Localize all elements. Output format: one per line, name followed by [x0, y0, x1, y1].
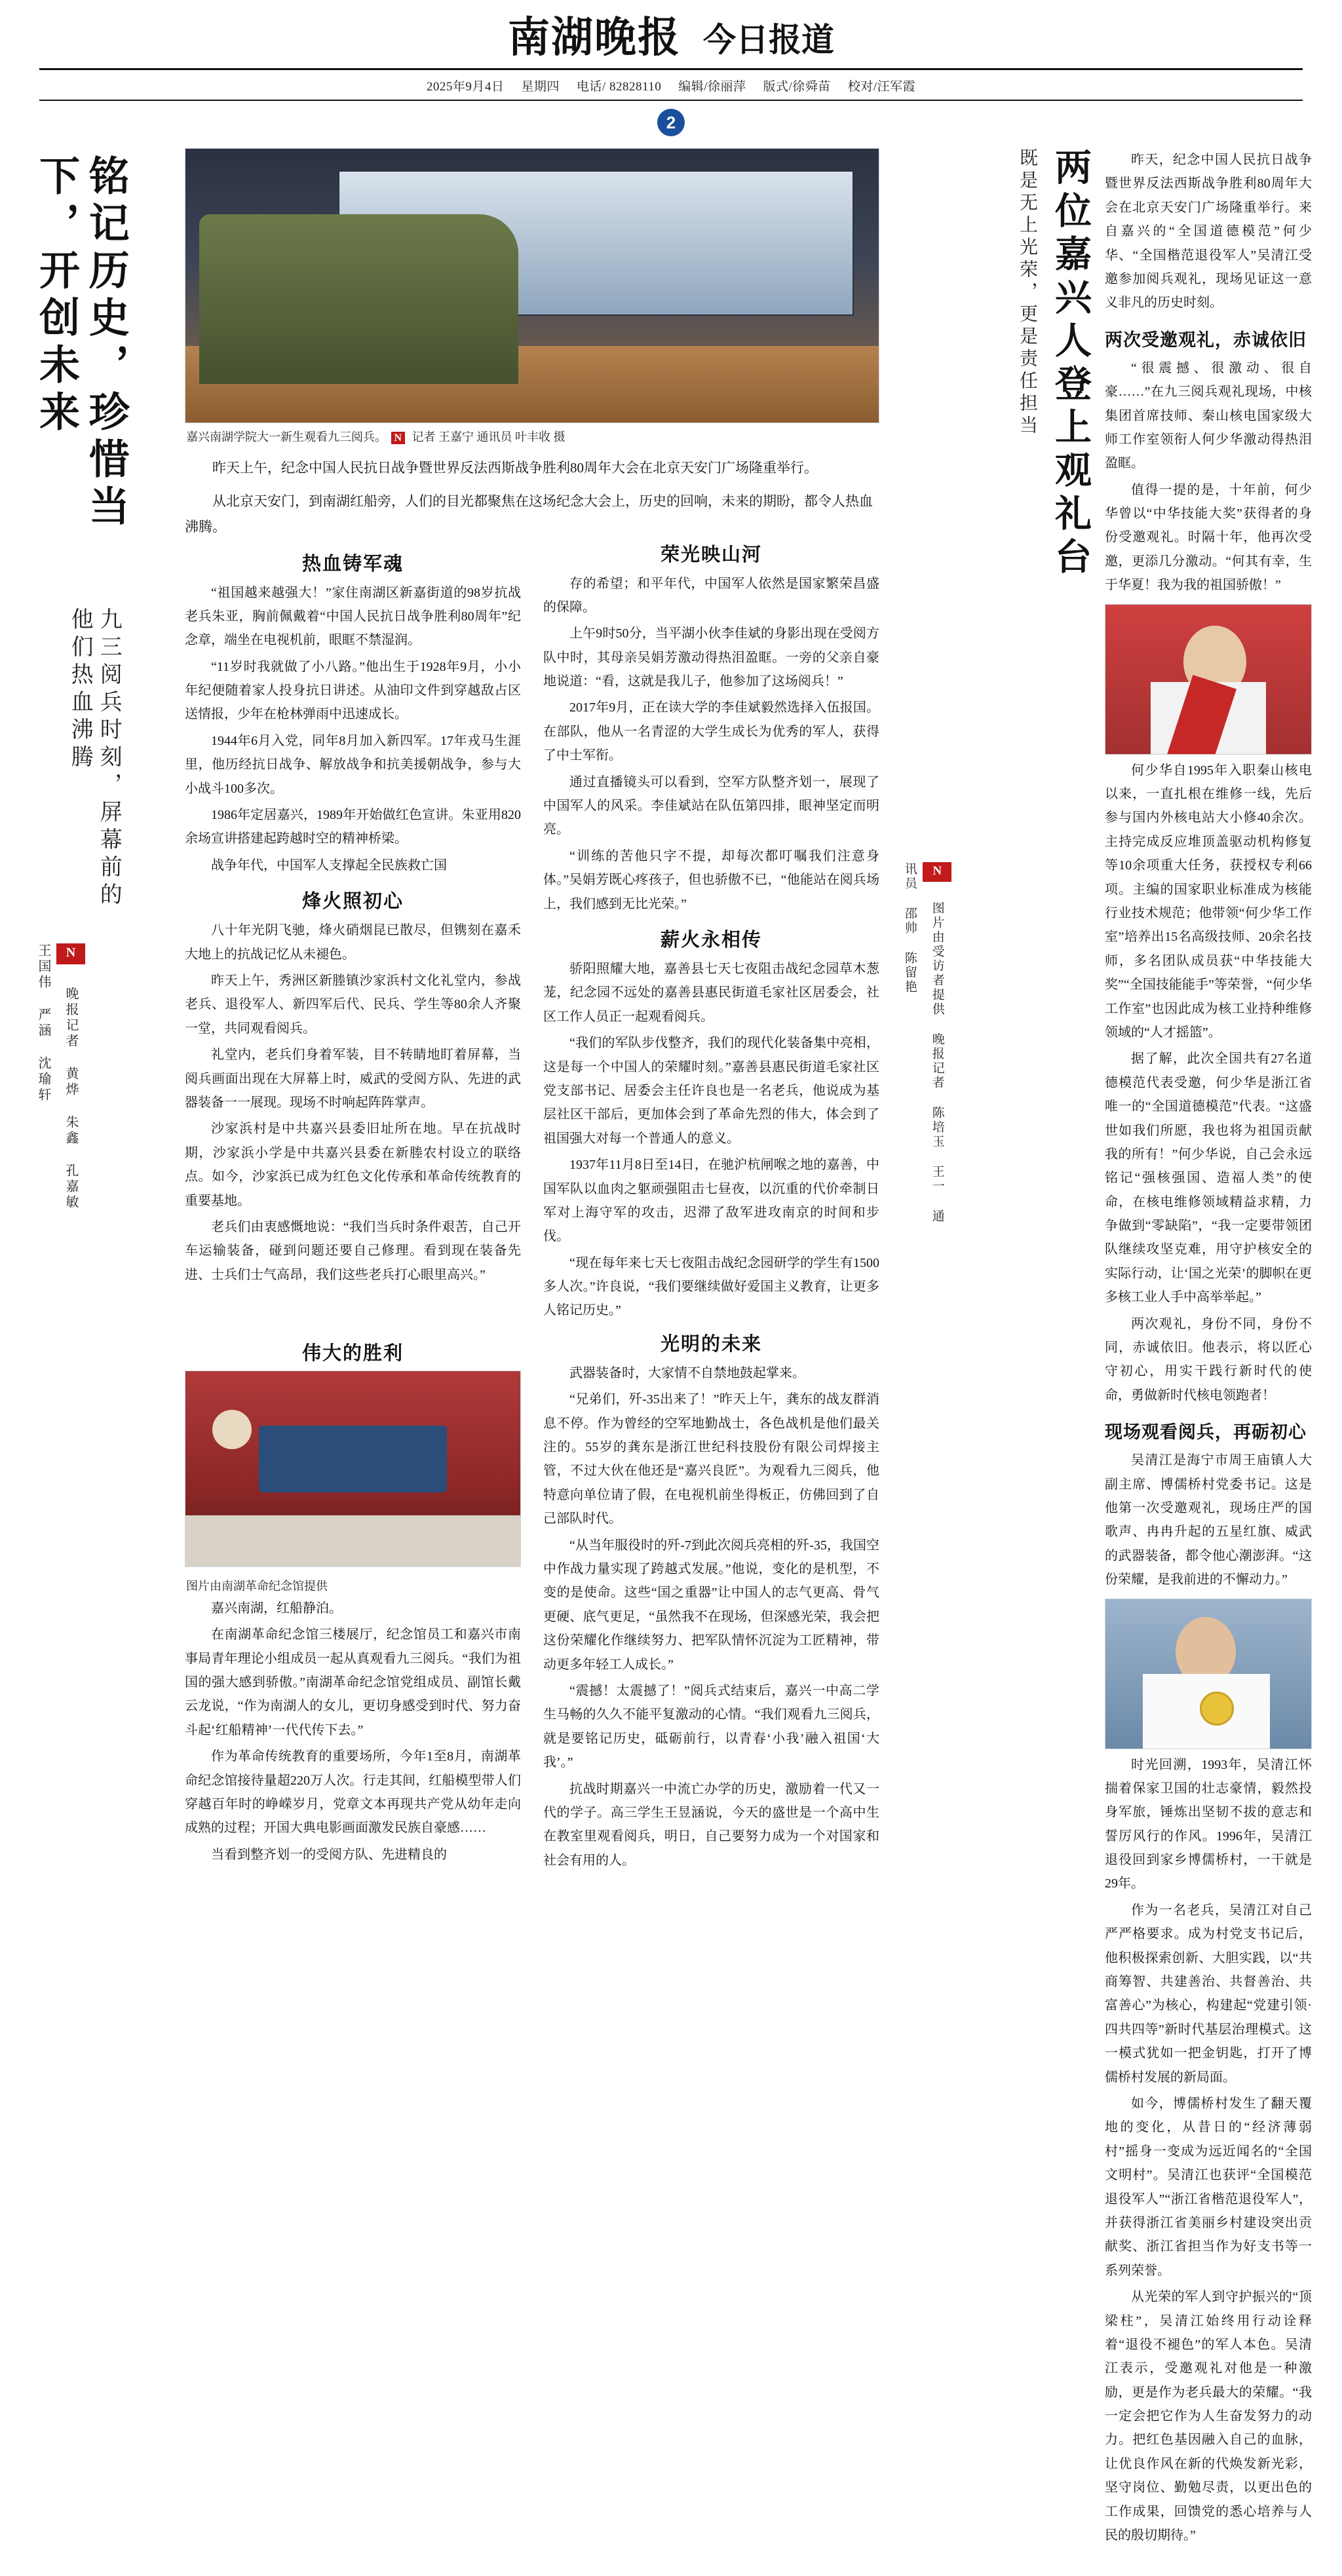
- s5-p1: “兄弟们，歼-35出来了！”昨天上午，龚东的战友群消息不停。作为曾经的空军地勤战士，各色战机是他们最关注的。55岁的龚东是浙江世纪科技股份有限公司焊接主管，不过大伙在他还是“嘉兴良匠”。为观看九三阅兵，他特意向单位请了假，在电视机前坐得板正，仿佛回到了自己部队时代。: [543, 1392, 879, 1526]
- s3-p3: 通过直播镜头可以看到，空军方队整齐划一，展现了中国军人的风采。李佳斌站在队伍第四排，眼神坚定而明亮。: [543, 774, 879, 837]
- s3-p2: 2017年9月，正在读大学的李佳斌毅然选择入伍报国。在部队，他从一名青涩的大学生成长为优秀的军人，获得了中士军衔。: [543, 700, 879, 763]
- s3-p4: “训练的苦他只字不提，却每次都叮嘱我们注意身体。”吴娟芳既心疼孩子，但也骄傲不已，“他能站在阅兵场上，我们感到无比光荣。”: [543, 848, 879, 911]
- students-watching-parade-photo: [185, 148, 879, 423]
- right-photo-credit: 图片由受访者提供: [930, 901, 944, 1017]
- r0-p3: 据了解，此次全国共有27名道德模范代表受邀，何少华是浙江省唯一的“全国道德模范”代表。“这盛世如我们所愿，我也将为祖国贡献我的所有！”何少华说，自己会永远铭记“强核强国、造福人类”的使命，在核电维修领域精益求精，力争做到“零缺陷”，“我一定要带领团队继续攻坚克难，用守护核安全的实际行动，让‘国之光荣’的脚帜在更多核工业人手中高举举起。”: [1105, 1051, 1312, 1305]
- right-byline: [896, 862, 951, 1229]
- right-body: [1105, 148, 1312, 2550]
- section-title-3: 荣光映山河: [660, 544, 762, 565]
- red-boat-model: [259, 1426, 446, 1492]
- paper-name: 南湖晚报: [508, 14, 681, 61]
- r0-p0: “很震撼、很激动、很自豪……”在九三阅兵观礼现场，中核集团首席技师、秦山核电国家级大师工作室领衔人何少华激动得热泪盈眶。: [1105, 360, 1312, 471]
- r0-p2: 何少华自1995年入职秦山核电以来，一直扎根在维修一线，先后参与国内外核电站大小修40余次。主持完成反应堆顶盖驱动机构修复等10余项重大任务，获授权专利66项。主编的国家职业标准成为核能行业技术规范；他带领“何少华工作室”培养出15名高级技师、20余名技师，多名团队成员获“中华技能大奖”“全国技能能手”等荣誉，“何少华工作室”也因此成为核工业持种维修领域的“人才摇篮”。: [1105, 763, 1312, 1040]
- left-headline: 铭记历史，珍惜当下，开创未来: [33, 155, 128, 532]
- s2-p1: 在南湖革命纪念馆三楼展厅，纪念馆员工和嘉兴市南事局青年理论小组成员一起从真观看九三阅兵。“我们为祖国的强大感到骄傲。”南湖革命纪念馆党组成员、副馆长戴云龙说，“作为南湖人的女儿，更切身感受到时代、努力奋斗起‘红船精神’一代代传下去。”: [185, 1627, 521, 1737]
- phone-text: 电话/ 82828110: [576, 80, 662, 94]
- s4-p2: 1937年11月8日至14日，在驰沪杭闸喉之地的嘉善，中国军队以血肉之躯顽强阻击七昼夜，以沉重的代价牵制日军对上海守军的攻击，迟滞了敌军进攻南京的时间和步伐。: [543, 1158, 879, 1244]
- section-title-2: 伟大的胜利: [301, 1342, 404, 1364]
- r0-p1: 值得一提的是，十年前，何少华曾以“中华技能大奖”获得者的身份受邀观礼。时隔十年，他再次受邀，更添几分激动。“何其有幸，生于华夏！我为我的祖国骄傲！”: [1105, 482, 1312, 593]
- s0-p4: 战争年代，中国军人支撑起全民族救亡国: [211, 858, 447, 873]
- right-article-column: [896, 148, 1312, 2550]
- left-kicker: 九三阅兵时刻，屏幕前的他们热血沸腾: [67, 607, 121, 910]
- s1-p1: 昨天上午，秀洲区新塍镇沙家浜村文化礼堂内，参战老兵、退役军人、新四军后代、民兵、学生等80余人齐聚一堂，共同观看阅兵。: [185, 974, 521, 1036]
- main-body-lower: [185, 1329, 879, 1876]
- dateline: [0, 70, 1342, 100]
- main-lede-1: 昨天上午，纪念中国人民抗日战争暨世界反法西斯战争胜利80周年大会在北京天安门广场隆重举行。: [212, 460, 818, 476]
- students-row: [199, 214, 518, 384]
- masthead: [0, 0, 1342, 136]
- credit-text: 记者 王嘉宁 通讯员 叶丰收 摄: [412, 430, 566, 444]
- s2-p3: 当看到整齐划一的受阅方队、先进精良的: [211, 1847, 447, 1862]
- right-lede: 昨天，纪念中国人民抗日战争暨世界反法西斯战争胜利80周年大会在北京天安门广场隆重举行。来自嘉兴的“全国道德模范”何少华、“全国楷范退役军人”吴清江受邀参加阅兵观礼，现场见证这一意义非凡的历史时刻。: [1105, 153, 1312, 311]
- portrait-he-shaohua-photo: [1105, 604, 1312, 755]
- s4-p1: “我们的军队步伐整齐，我们的现代化装备集中亮相，这是每一个中国人的荣耀时刻。”嘉善县惠民街道毛家社区党支部书记、居委会主任许良也是一名老兵，他说成为基层社区干部后，更加体会到了革命先烈的伟大，体会到了祖国强大对每一个普通人的意义。: [543, 1036, 879, 1146]
- left-byline-text: 晚报记者 黄烨 朱鑫 孔嘉敏 王国伟 严涵 沈瑜轩: [36, 943, 78, 1211]
- left-headline-column: [30, 148, 168, 2550]
- section-title-4: 薪火永相传: [660, 930, 762, 951]
- section-title-5: 光明的未来: [660, 1333, 762, 1355]
- s5-p0: 武器装备时，大家情不自禁地鼓起掌来。: [569, 1365, 805, 1380]
- museum-visitors-photo: [185, 1371, 521, 1567]
- right-byline-tag: N: [923, 862, 951, 882]
- byline-tag: N: [56, 943, 85, 964]
- wu-medal: [1200, 1692, 1234, 1726]
- right-section-title-1: 现场观看阅兵，再砺初心: [1105, 1422, 1307, 1443]
- main-lede-2: 从北京天安门，到南湖红船旁，人们的目光都聚焦在这场纪念大会上，历史的回响，未来的期盼，都令人热血沸腾。: [185, 493, 873, 535]
- layout-text: 版式/徐舜苗: [763, 80, 831, 94]
- r1-p4: 从光荣的军人到守护振兴的“顶梁柱”，吴清江始终用行动诠释着“退役不褪色”的军人本色。吴清江表示，受邀观礼对他是一种激励，更是作为老兵最大的荣耀。“我一定会把它作为人生奋发努力的动力。把红色基因融入自己的血脉，让优良作风在新的代焕发新光彩，坚守岗位、勤勉尽责，以更出色的工作成果，回馈党的悉心培养与人民的殷切期待。”: [1105, 2290, 1312, 2543]
- s2-p0: 嘉兴南湖，红船静泊。: [211, 1601, 342, 1616]
- credit-tag: N: [391, 432, 406, 444]
- dateline-rule: [39, 100, 1303, 101]
- right-subhead: 既是无上光荣，更是责任担当: [1017, 148, 1037, 438]
- s0-p0: “祖国越来越强大！”家住南湖区新嘉街道的98岁抗战老兵朱亚，胸前佩戴着“中国人民抗日战争胜利80周年”纪念章，端坐在电视机前，眼眶不禁湿润。: [185, 585, 521, 648]
- s1-p4: 老兵们由衷感慨地说：“我们当兵时条件艰苦，自己开车运输装备，碰到问题还要自己修理。看到现在装备先进、士兵们士气高昂，我们这些老兵打心眼里高兴。”: [185, 1219, 521, 1282]
- s4-p0: 骄阳照耀大地，嘉善县七天七夜阻击战纪念园草木葱茏，纪念园不远处的嘉善县惠民街道毛家社区居委会，社区工作人员正一起观看阅兵。: [543, 962, 879, 1024]
- right-headline-block: [896, 148, 1093, 856]
- main-article-column: [185, 148, 879, 2550]
- right-section-title-0: 两次受邀观礼，赤诚依旧: [1105, 330, 1307, 350]
- r1-p1: 时光回溯，1993年，吴清江怀揣着保家卫国的壮志豪情，毅然投身军旅，锤炼出坚韧不拔的意志和誓厉风行的作风。1996年，吴清江退役回到家乡博儒桥村，一干就是29年。: [1105, 1757, 1312, 1891]
- s3-p1: 上午9时50分，当平湖小伙李佳斌的身影出现在受阅方队中时，其母亲吴娟芳激动得热泪盈眶。一旁的父亲自豪地说道：“看，这就是我儿子，他参加了这场阅兵！”: [543, 626, 879, 689]
- s4-p3: “现在每年来七天七夜阻击战纪念园研学的学生有1500多人次。”许良说，“我们要继续做好爱国主义教育，让更多人铭记历史。”: [543, 1255, 879, 1318]
- section-name: 今日报道: [703, 22, 834, 58]
- date-text: 2025年9月4日: [426, 80, 505, 94]
- r0-p4: 两次观礼，身份不同，身份不同，赤诚依旧。他表示，将以匠心守初心，用实干践行新时代的使命，勇做新时代核电领跑者！: [1105, 1316, 1312, 1403]
- photo-caption-museum: [185, 1572, 521, 1597]
- r1-p2: 作为一名老兵，吴清江对自己严严格要求。成为村党支书记后，他积极探索创新、大胆实践，以“共商筹智、共建善治、共督善治、共富善心”为核心，构建起“党建引领·四共四等”新时代基层治理模式。这一模式犹如一把金钥匙，打开了博儒桥村发展的新局面。: [1105, 1903, 1312, 2085]
- page-number-badge: 2: [657, 109, 685, 136]
- caption-text: 嘉兴南湖学院大一新生观看九三阅兵。: [186, 430, 387, 444]
- s0-p3: 1986年定居嘉兴，1989年开始做红色宣讲。朱亚用820余场宣讲搭建起跨越时空的精神桥梁。: [185, 808, 521, 846]
- s1-p3: 沙家浜村是中共嘉兴县委旧址所在地。早在抗战时期，沙家浜小学是中共嘉兴县委在新塍农村设立的联络点。如今，沙家浜已成为红色文化传承和革命传统教育的重要基地。: [185, 1122, 521, 1208]
- right-headline: 两位嘉兴人登上观礼台: [1050, 148, 1090, 580]
- s5-p4: 抗战时期嘉兴一中流亡办学的历史，激励着一代又一代的学子。高三学生王昱涵说，今天的盛世是一个高中生在教室里观看阅兵，明日，自己要努力成为一个对国家和社会有用的人。: [543, 1781, 879, 1868]
- right-byline-text: 晚报记者 陈培玉 王一 通讯员 邵帅 陈留艳: [902, 862, 944, 1224]
- editor-text: 编辑/徐丽萍: [678, 80, 746, 94]
- s0-p1: “11岁时我就做了小八路。”他出生于1928年9月，小小年纪便随着家人投身抗日讲述。从油印文件到穿越敌占区送情报，少年在枪林弹雨中迅速成长。: [185, 659, 521, 722]
- s3-p0: 存的希望；和平年代，中国军人依然是国家繁荣昌盛的保障。: [543, 576, 879, 615]
- portrait-wu-qingjiang-photo: [1105, 1599, 1312, 1749]
- s1-p2: 礼堂内，老兵们身着军装，目不转睛地盯着屏幕，当阅兵画面出现在大屏幕上时，威武的受阅方队、先进的武器装备一一展现。现场不时响起阵阵掌声。: [185, 1048, 521, 1110]
- proof-text: 校对/汪军霞: [847, 80, 916, 94]
- r1-p3: 如今，博儒桥村发生了翻天覆地的变化，从昔日的“经济薄弱村”摇身一变成为远近闻名的“全国文明村”。吴清江也获评“全国模范退役军人”“浙江省楷范退役军人”，并获得浙江省美丽乡村建设突出贡献奖、浙江省担当作为好支书等一系列荣誉。: [1105, 2096, 1312, 2278]
- left-vertical-headline: [30, 155, 129, 928]
- s0-p2: 1944年6月入党，同年8月加入新四军。17年戎马生涯里，他历经抗日战争、解放战争和抗美援朝战争，参与大小战斗100多次。: [185, 733, 521, 796]
- main-body: [185, 540, 879, 1323]
- s2-p2: 作为革命传统教育的重要场所，今年1至8月，南湖革命纪念馆接待量超220万人次。行走其间，红船模型带人们穿越百年时的峥嵘岁月，党章文本再现共产党从幼年走向成熟的过程；开国大典电影画面激发民族自豪感……: [185, 1749, 521, 1836]
- r1-p0: 吴清江是海宁市周王庙镇人大副主席、博儒桥村党委书记。这是他第一次受邀观礼，现场庄严的国歌声、冉冉升起的五星红旗、威武的武器装备，都令他心潮澎湃。“这份荣耀，是我前进的不懈动力。”: [1105, 1453, 1312, 1587]
- visitor-head: [212, 1410, 252, 1449]
- s1-p0: 八十年光阴飞驰，烽火硝烟昆已散尽，但镌刻在嘉禾大地上的抗战记忆从未褪色。: [185, 923, 521, 962]
- section-title-1: 烽火照初心: [301, 891, 404, 913]
- weekday-text: 星期四: [521, 80, 560, 94]
- section-title-0: 热血铸军魂: [301, 553, 404, 575]
- s5-p3: “震撼！太震撼了！”阅兵式结束后，嘉兴一中高二学生马畅的久久不能平复激动的心情。“我们观看九三阅兵，就是要铭记历史，砥砺前行，以青春‘小我’融入祖国‘大我’。”: [543, 1683, 879, 1770]
- left-byline: [30, 943, 85, 1219]
- s5-p2: “从当年服役时的歼-7到此次阅兵亮相的歼-35，我国空中作战力量实现了跨越式发展。”他说，变化的是机型，不变的是使命。这些“国之重器”让中国人的志气更高、骨气更硬、底气更足，“虽然我不在现场，但深感光荣，我会把这份荣耀化作继续努力、把军队情怀沉淀为工匠精神，带动更多年轻工人成长。”: [543, 1538, 879, 1672]
- photo-caption-top: [185, 423, 879, 447]
- museum-floor: [185, 1515, 520, 1566]
- caption-text-museum: 图片由南湖革命纪念馆提供: [186, 1579, 328, 1593]
